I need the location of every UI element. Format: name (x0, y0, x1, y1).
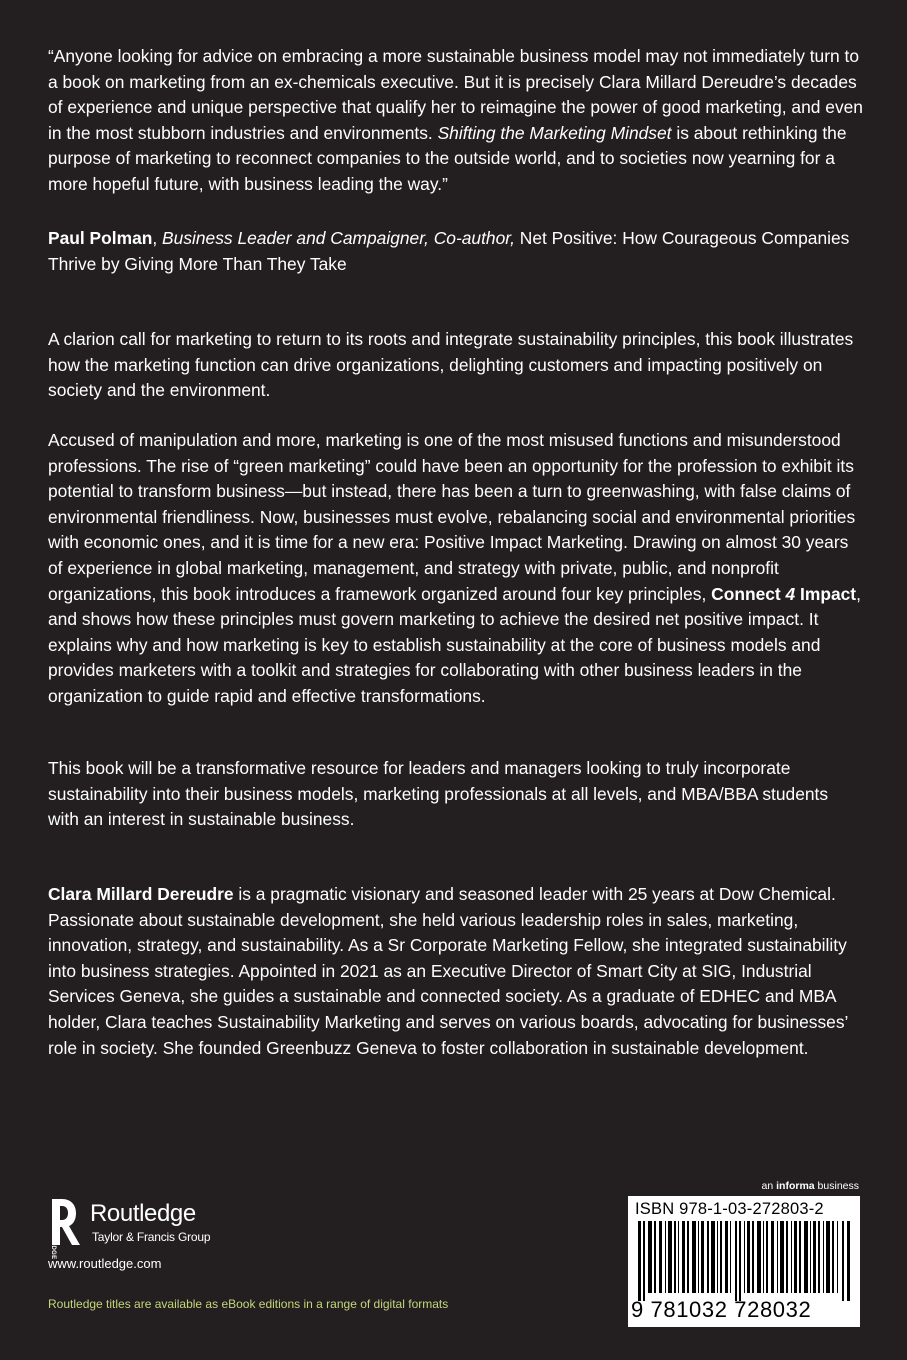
description-paragraph-3: This book will be a transformative resource for leaders and managers looking to truly incorporate sustainability into their business models, marketing professionals at all levels, and MBA/BBA students with an interest in sustainable business. (48, 758, 829, 830)
connect-word: Connect (711, 583, 786, 604)
barcode-digits: 9 781032 728032 (631, 1297, 812, 1322)
publisher-url[interactable]: www.routledge.com (48, 1256, 162, 1271)
routledge-mark-icon (46, 1197, 74, 1260)
connect-4-impact (711, 584, 856, 604)
quote-text-2: is about rethinking the purpose of marketing to reconnect companies to the outside world, and to societies now yearning for a more hopeful future, with business leading the way.” (48, 122, 847, 194)
routledge-logo (46, 1197, 246, 1260)
informa-brand: informa (776, 1180, 815, 1192)
quote-book-title: Shifting the Marketing Mindset (437, 122, 672, 143)
routledge-mark-text: ROUTLEDGE (50, 1219, 56, 1260)
isbn-label: ISBN 978-1-03-272803-2 (635, 1200, 824, 1218)
isbn-barcode-box (628, 1196, 860, 1327)
author-bio (48, 882, 863, 1061)
endorser-role: Business Leader and Campaigner, Co-author, (162, 228, 515, 248)
endorser-name: Paul Polman (48, 228, 153, 248)
author-bio-text: is a pragmatic visionary and seasoned leader with 25 years at Dow Chemical. Passionate about sustainable development, she held various leadership roles in sales, marketing, innovation, strategy, and sustainability. As a Sr Corporate Marketing Fellow, she integrated sustainability into business strategies. Appointed in 2021 as an Executive Director of Smart City at SIG, Industrial Services Geneva, she guides a sustainable and connected society. As a graduate of EDHEC and MBA holder, Clara teaches Sustainability Marketing and serves on various boards, advocating for businesses’ role in society. She founded Greenbuzz Geneva to foster collaboration in sustainable development. (48, 884, 848, 1058)
barcode-icon (638, 1221, 850, 1301)
impact-word: Impact (795, 583, 857, 604)
publisher-group: Taylor & Francis Group (92, 1230, 211, 1244)
publisher-name: Routledge (90, 1200, 196, 1227)
author-name: Clara Millard Dereudre (48, 884, 234, 904)
ebook-note: Routledge titles are available as eBook editions in a range of digital formats (48, 1297, 449, 1311)
attribution-separator: , (152, 228, 163, 248)
description-paragraph-1: A clarion call for marketing to return to its roots and integrate sustainability principles, this book illustrates how the marketing function can drive organizations, delighting customers and impacting positively on society and the environment. (48, 329, 854, 401)
endorsement-quote (48, 44, 863, 198)
connect-four: 4 (785, 583, 796, 604)
informa-prefix: an (761, 1180, 777, 1192)
endorsement-attribution (48, 226, 863, 277)
paragraph-2-text-1: Accused of manipulation and more, marketing is one of the most misused functions and misunderstood professions. The rise of “green marketing” could have been an opportunity for the profession to exhibit its potential to transform business—but instead, there has been a turn to greenwashing, with false claims of environmental friendliness. Now, businesses must evolve, rebalancing social and environmental priorities with economic ones, and it is time for a new era: Positive Impact Marketing. Drawing on almost 30 years of experience in global marketing, management, and strategy with private, public, and nonprofit organizations, this book introduces a framework organized around four key principles, (48, 430, 856, 604)
quote-text-1: “Anyone looking for advice on embracing a more sustainable business model may not immediately turn to a book on marketing from an ex-chemicals executive. But it is precisely Clara Millard Dereudre’s decades of experience and unique perspective that qualify her to reimagine the power of good marketing, and even in the most stubborn industries and environments. (48, 46, 863, 143)
description-paragraph-2 (48, 428, 863, 710)
informa-suffix: business (814, 1180, 859, 1192)
informa-business-label (762, 1180, 859, 1193)
paragraph-2-text-2: , and shows how these principles must govern marketing to achieve the desired net positive impact. It explains why and how marketing is key to establish sustainability at the core of business models and provides marketers with a toolkit and strategies for collaborating with other business leaders in the organization to guide rapid and effective transformations. (48, 583, 861, 706)
endorser-work: Net Positive: How Courageous Companies Thrive by Giving More Than They Take (48, 228, 850, 274)
